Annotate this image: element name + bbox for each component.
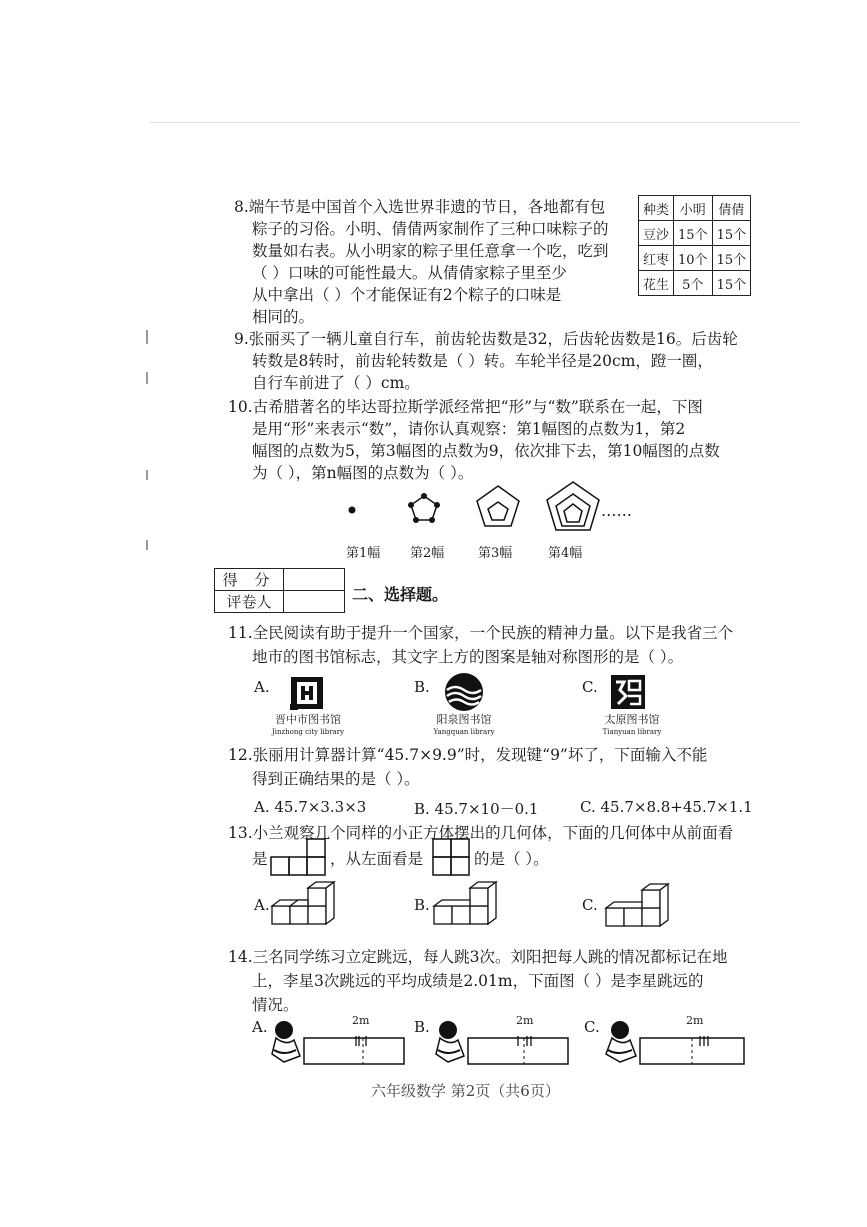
q14-option-c[interactable]: C. xyxy=(584,1018,600,1036)
score-field[interactable] xyxy=(284,569,345,591)
table-cell: 15个 xyxy=(712,221,751,246)
figure-caption: 第1幅 xyxy=(346,546,381,561)
q12-option-a[interactable]: A. 45.7×3.3×3 xyxy=(254,798,367,816)
mark-label: 2m xyxy=(516,1014,534,1027)
table-cell: 10个 xyxy=(674,246,713,271)
binding-mark xyxy=(146,372,148,384)
table-header: 小明 xyxy=(674,196,713,221)
mark-label: 2m xyxy=(352,1014,370,1027)
figure-2-pentagon xyxy=(411,496,437,520)
binding-mark xyxy=(146,470,148,480)
q10-line: 幅图的点数为5，第3幅图的点数为9，依次排下去，第10幅图的点数 xyxy=(252,442,720,460)
q8-line: 相同的。 xyxy=(252,308,315,326)
jump-figure-c xyxy=(600,1016,750,1068)
q8-line: 从中拿出（ ）个才能保证有2个粽子的口味是 xyxy=(252,286,562,304)
q13-line: ，从左面看是 xyxy=(330,850,424,868)
q12-line: 12.张丽用计算器计算“45.7×9.9”时，发现键“9”坏了，下面输入不能 xyxy=(228,746,708,764)
q10-line: 10.古希腊著名的毕达哥拉斯学派经常把“形”与“数”联系在一起，下图 xyxy=(228,398,703,416)
table-cell: 5个 xyxy=(674,271,713,296)
child-jumper-icon xyxy=(272,1021,300,1062)
q14-option-a[interactable]: A. xyxy=(252,1018,268,1036)
figure-3-pentagons xyxy=(477,486,519,526)
q12-line: 得到正确结果的是（ ）。 xyxy=(252,770,420,788)
q11-line: 11.全民阅读有助于提升一个国家，一个民族的精神力量。以下是我省三个 xyxy=(228,624,734,642)
grader-label: 评卷人 xyxy=(215,591,284,613)
library-en-name: Yangquan library xyxy=(433,728,495,736)
figure-caption: 第3幅 xyxy=(478,546,513,561)
score-label: 得 分 xyxy=(215,569,284,591)
figure-caption: 第2幅 xyxy=(410,546,445,561)
binding-mark xyxy=(146,540,148,550)
mark-label: 2m xyxy=(686,1014,704,1027)
cube-solid-b xyxy=(432,880,502,928)
q13-line: 13.小兰观察几个同样的小正方体摆出的几何体，下面的几何体中从前面看 xyxy=(228,824,734,842)
binding-mark xyxy=(146,330,148,344)
taiyuan-caption xyxy=(592,714,672,738)
table-cell: 红枣 xyxy=(639,246,674,271)
child-jumper-icon xyxy=(436,1021,464,1062)
q11-option-b[interactable]: B. xyxy=(414,678,430,696)
q8-line: （ ）口味的可能性最大。从倩倩家粽子里至少 xyxy=(252,264,567,282)
front-view-icon xyxy=(270,838,328,876)
q12-option-c[interactable]: C. 45.7×8.8+45.7×1.1 xyxy=(580,798,753,816)
zongzi-table xyxy=(638,195,751,296)
grader-field[interactable] xyxy=(284,591,345,613)
q12-option-b[interactable]: B. 45.7×10－0.1 xyxy=(414,800,539,818)
table-cell: 15个 xyxy=(712,246,751,271)
q14-line: 14.三名同学练习立定跳远，每人跳3次。刘阳把每人跳的情况都标记在地 xyxy=(228,948,728,966)
jinzhong-logo-icon xyxy=(290,676,324,710)
library-name: 阳泉图书馆 xyxy=(436,713,492,726)
q13-option-c[interactable]: C. xyxy=(582,896,598,914)
library-en-name: Tianyuan library xyxy=(602,728,662,736)
child-jumper-icon xyxy=(606,1021,636,1062)
jump-figure-a xyxy=(268,1016,408,1068)
figure-caption: 第4幅 xyxy=(548,546,583,561)
q13-line: 是 xyxy=(252,850,268,868)
q8-line: 8.端午节是中国首个入选世界非遗的节日，各地都有包 xyxy=(234,198,606,216)
q11-line: 地市的图书馆标志，其文字上方的图案是轴对称图形的是（ ）。 xyxy=(252,648,684,666)
table-cell: 花生 xyxy=(639,271,674,296)
table-row xyxy=(639,271,751,296)
q13-option-a[interactable]: A. xyxy=(254,896,270,914)
table-cell: 15个 xyxy=(674,221,713,246)
section-title: 二、选择题。 xyxy=(352,585,449,604)
top-divider xyxy=(150,122,800,123)
table-header-row xyxy=(639,196,751,221)
table-cell: 15个 xyxy=(712,271,751,296)
q10-line: 是用“形”来表示“数”，请你认真观察：第1幅图的点数为1，第2 xyxy=(252,420,686,438)
jinzhong-caption xyxy=(268,714,348,738)
score-box xyxy=(214,568,345,613)
pentagon-figures xyxy=(340,482,640,542)
figure-ellipsis: …… xyxy=(601,502,632,520)
table-header: 种类 xyxy=(639,196,674,221)
table-cell: 豆沙 xyxy=(639,221,674,246)
q8-line: 数量如右表。从小明家的粽子里任意拿一个吃，吃到 xyxy=(252,242,609,260)
q13-option-b[interactable]: B. xyxy=(414,896,430,914)
figure-4-pentagons xyxy=(547,482,599,530)
q9-line: 自行车前进了（ ）cm。 xyxy=(252,374,420,392)
q9-line: 9.张丽买了一辆儿童自行车，前齿轮齿数是32，后齿轮齿数是16。后齿轮 xyxy=(234,330,738,348)
cube-solid-c xyxy=(604,882,674,930)
table-header: 倩倩 xyxy=(712,196,751,221)
q14-line: 情况。 xyxy=(252,996,299,1014)
q11-option-c[interactable]: C. xyxy=(582,678,598,696)
library-en-name: Jinzhong city library xyxy=(271,728,345,736)
q14-line: 上，李星3次跳远的平均成绩是2.01m，下面图（ ）是李星跳远的 xyxy=(252,972,704,990)
q9-line: 转数是8转时，前齿轮转数是（ ）转。车轮半径是20cm，蹬一圈， xyxy=(252,352,713,370)
page-footer: 六年级数学 第2页（共6页） xyxy=(371,1082,560,1100)
library-name: 太原图书馆 xyxy=(604,713,660,726)
q13-line: 的是（ ）。 xyxy=(474,850,549,868)
figure-2-dots xyxy=(408,493,440,523)
library-name: 晋中市图书馆 xyxy=(275,713,341,726)
q8-line: 粽子的习俗。小明、倩倩两家制作了三种口味粽子的 xyxy=(252,220,609,238)
cube-solid-a xyxy=(270,880,340,928)
q10-line: 为（ ），第n幅图的点数为（ ）。 xyxy=(252,464,474,482)
q14-option-b[interactable]: B. xyxy=(414,1018,430,1036)
table-row xyxy=(639,246,751,271)
q11-option-a[interactable]: A. xyxy=(254,678,270,696)
yangquan-logo-icon xyxy=(444,672,484,712)
table-row xyxy=(639,221,751,246)
left-view-icon xyxy=(432,838,472,876)
taiyuan-logo-icon xyxy=(610,674,646,710)
yangquan-caption xyxy=(424,714,504,738)
figure-1-dot xyxy=(349,507,356,514)
jump-figure-b xyxy=(432,1016,572,1068)
